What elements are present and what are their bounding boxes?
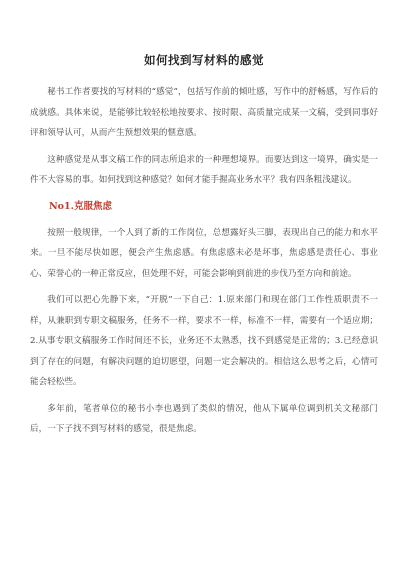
- intro-paragraph-2: 这种感觉是从事文稿工作的同志所追求的一种理想境界。而要达到这一境界，确实是一件不大容易的事。如何找到这种感觉？如何才能手握高业务水平？我有四条粗浅建议。: [30, 154, 378, 185]
- intro-paragraph-1: 秘书工作者要找的写材料的“感觉”，包括写作前的倾吐感，写作中的舒畅感，写作后的成就感。具体来说，是能够比较轻松地按要求、按时限、高质量完成某一文稿，受到同事好评和领导认可，从而产生预想效果的惬意感。: [30, 87, 378, 138]
- section-heading: No1.克服焦虑: [49, 200, 112, 212]
- section-paragraph-2: 我们可以把心先静下来，“开脱”一下自己：1.原来部门和现在部门工作性质职责不一样，从兼职到专职文稿服务，任务不一样，要求不一样，标准不一样，需要有一个适应期；2.从事专职文稿服务工作时间还不长，业务还不太熟悉，找不到感觉是正常的；3.已经意识到了存在的问题，有解决问题的迫切愿望，问题一定会解决的。相信这么思考之后，心情可能会轻松些。: [30, 295, 378, 387]
- section-paragraph-3: 多年前，笔者单位的秘书小李也遇到了类似的情况，他从下属单位调到机关文秘部门后，一下子找不到写材料的感觉，很是焦虑。: [30, 403, 378, 434]
- document-title: 如何找到写材料的感觉: [144, 53, 264, 67]
- section-paragraph-1: 按照一般规律，一个人到了新的工作岗位，总想露好头三脚，表现出自己的能力和水平来。一旦不能尽快如愿，便会产生焦虑感。有焦虑感未必是坏事，焦虑感是责任心、事业心、荣誉心的一种正常反应，但处理不好，可能会影响到前进的步伐乃至方向和前途。: [30, 227, 378, 279]
